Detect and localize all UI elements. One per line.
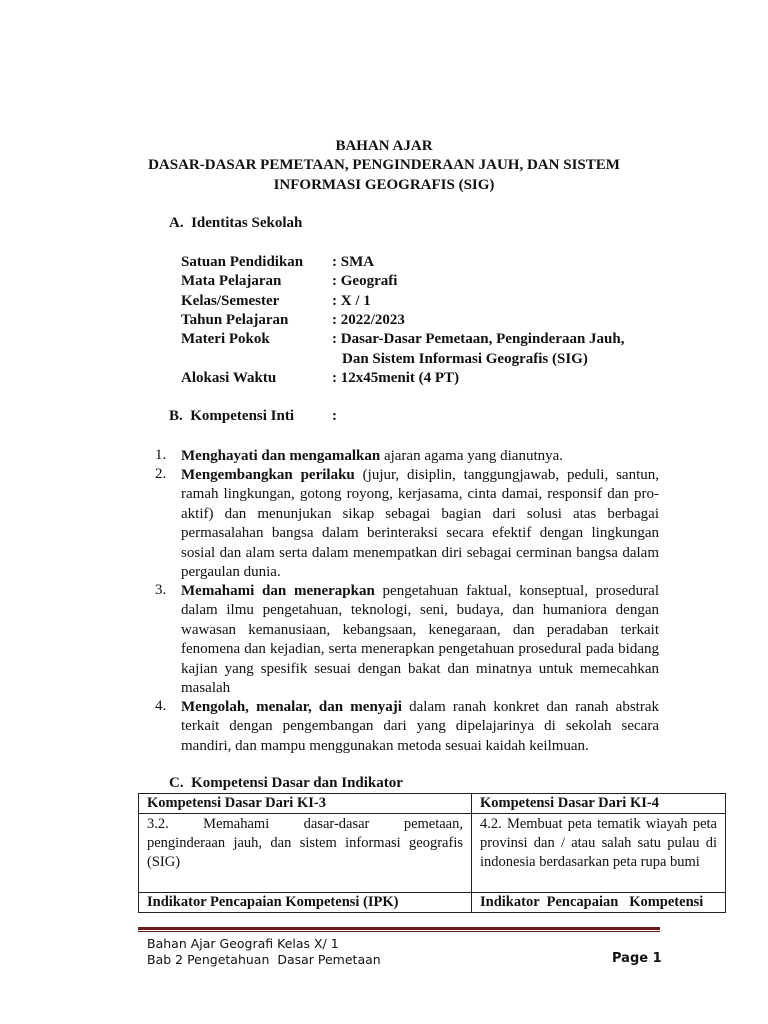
ki-item — [155, 466, 659, 582]
table-row — [139, 893, 726, 913]
kd-ki3-cell — [139, 814, 472, 893]
kd-header-ki4: Kompetensi Dasar Dari KI-4 — [472, 794, 726, 814]
ki-text: dalam ranah konkret dan ranah abstrak terkait dengan pengembangan dari yang dipelajarinya di sekolah secara mandiri, dan mampu menggunakan metoda sesuai kaidah keilmuan. — [181, 699, 659, 754]
ki-number: 3. — [155, 582, 167, 598]
identity-label: Alokasi Waktu — [181, 370, 277, 386]
identity-label: Materi Pokok — [181, 331, 270, 347]
identity-value-continuation: Dan Sistem Informasi Geografis (SIG) — [342, 351, 588, 367]
ki-text: ajaran agama yang dianutnya. — [380, 448, 564, 464]
doc-title-line1: BAHAN AJAR — [335, 138, 433, 154]
kd-ki4-text: 4.2. Membuat peta tematik wiayah peta provinsi dan / atau salah satu pulau di indonesia berdasarkan peta rupa bumi — [480, 816, 717, 870]
table-row — [139, 814, 726, 893]
ki-item — [155, 582, 659, 698]
identity-label: Mata Pelajaran — [181, 273, 282, 289]
kd-table — [138, 793, 726, 913]
ki-item — [155, 698, 659, 756]
kd-ki3-text: 3.2. Memahami dasar-dasar pemetaan, penginderaan jauh, dan sistem informasi geografis (SIG) — [147, 816, 467, 870]
identity-value: : 2022/2023 — [332, 312, 405, 328]
ipk-header-left: Indikator Pencapaian Kompetensi (IPK) — [139, 893, 472, 913]
identity-value: : 12x45menit (4 PT) — [332, 370, 460, 386]
footer-page-number: Page 1 — [612, 951, 662, 966]
ki-item — [155, 447, 659, 466]
ki-bold-phrase: Mengembangkan perilaku — [181, 467, 355, 483]
identity-label: Tahun Pelajaran — [181, 312, 289, 328]
identity-value: : Dasar-Dasar Pemetaan, Penginderaan Jauh, — [332, 331, 625, 347]
table-row — [139, 794, 726, 814]
identity-label: Kelas/Semester — [181, 293, 280, 309]
kd-ki4-cell — [472, 814, 726, 893]
identity-value: : X / 1 — [332, 293, 371, 309]
section-a-heading: A. Identitas Sekolah — [169, 215, 303, 231]
section-b-heading: B. Kompetensi Inti — [169, 408, 295, 424]
ki-number: 1. — [155, 447, 167, 463]
ki-bold-phrase: Menghayati dan mengamalkan — [181, 448, 381, 464]
identity-label: Satuan Pendidikan — [181, 254, 304, 270]
footer-rule — [138, 927, 660, 930]
ki-text: pengetahuan faktual, konseptual, prosedural dalam ilmu pengetahuan, teknologi, seni, budaya, dan humaniora dengan wawasan kemanusiaan, kebangsaan, kenegaraan, dan peradaban terkait fenomena dan kejadian, serta menerapkan pengetahuan prosedural pada bidang kajian yang spesifik sesuai dengan bakat dan minatnya untuk memecahkan masalah — [181, 583, 659, 697]
footer-rule-thin — [138, 931, 660, 932]
kd-header-ki3: Kompetensi Dasar Dari KI-3 — [139, 794, 472, 814]
ki-number: 2. — [155, 466, 167, 482]
ki-bold-phrase: Memahami dan menerapkan — [181, 583, 375, 599]
section-b-colon: : — [332, 408, 337, 424]
ki-bold-phrase: Mengolah, menalar, dan menyaji — [181, 699, 402, 715]
ki-number: 4. — [155, 698, 167, 714]
ipk-header-right: Indikator Pencapaian Kompetensi — [472, 893, 726, 913]
doc-title-line3: INFORMASI GEOGRAFIS (SIG) — [273, 177, 495, 193]
footer-chapter: Bab 2 Pengetahuan Dasar Pemetaan — [147, 952, 381, 967]
footer-book-title: Bahan Ajar Geografi Kelas X/ 1 — [147, 936, 339, 951]
identity-value: : Geografi — [332, 273, 398, 289]
doc-title-line2: DASAR-DASAR PEMETAAN, PENGINDERAAN JAUH, DAN SISTEM — [148, 157, 620, 173]
identity-value: : SMA — [332, 254, 375, 270]
ki-text: (jujur, disiplin, tanggungjawab, peduli, santun, ramah lingkungan, gotong royong, kerjasama, cinta damai, responsif dan pro-aktif) dan menunjukan sikap sebagai bagian dari solusi atas berbagai permasalahan bangsa dalam berinteraksi secara efektif dengan lingkungan sosial dan alam serta dalam menempatkan diri sebagai cerminan bangsa dalam pergaulan dunia. — [181, 467, 660, 581]
section-c-heading: C. Kompetensi Dasar dan Indikator — [169, 775, 403, 791]
